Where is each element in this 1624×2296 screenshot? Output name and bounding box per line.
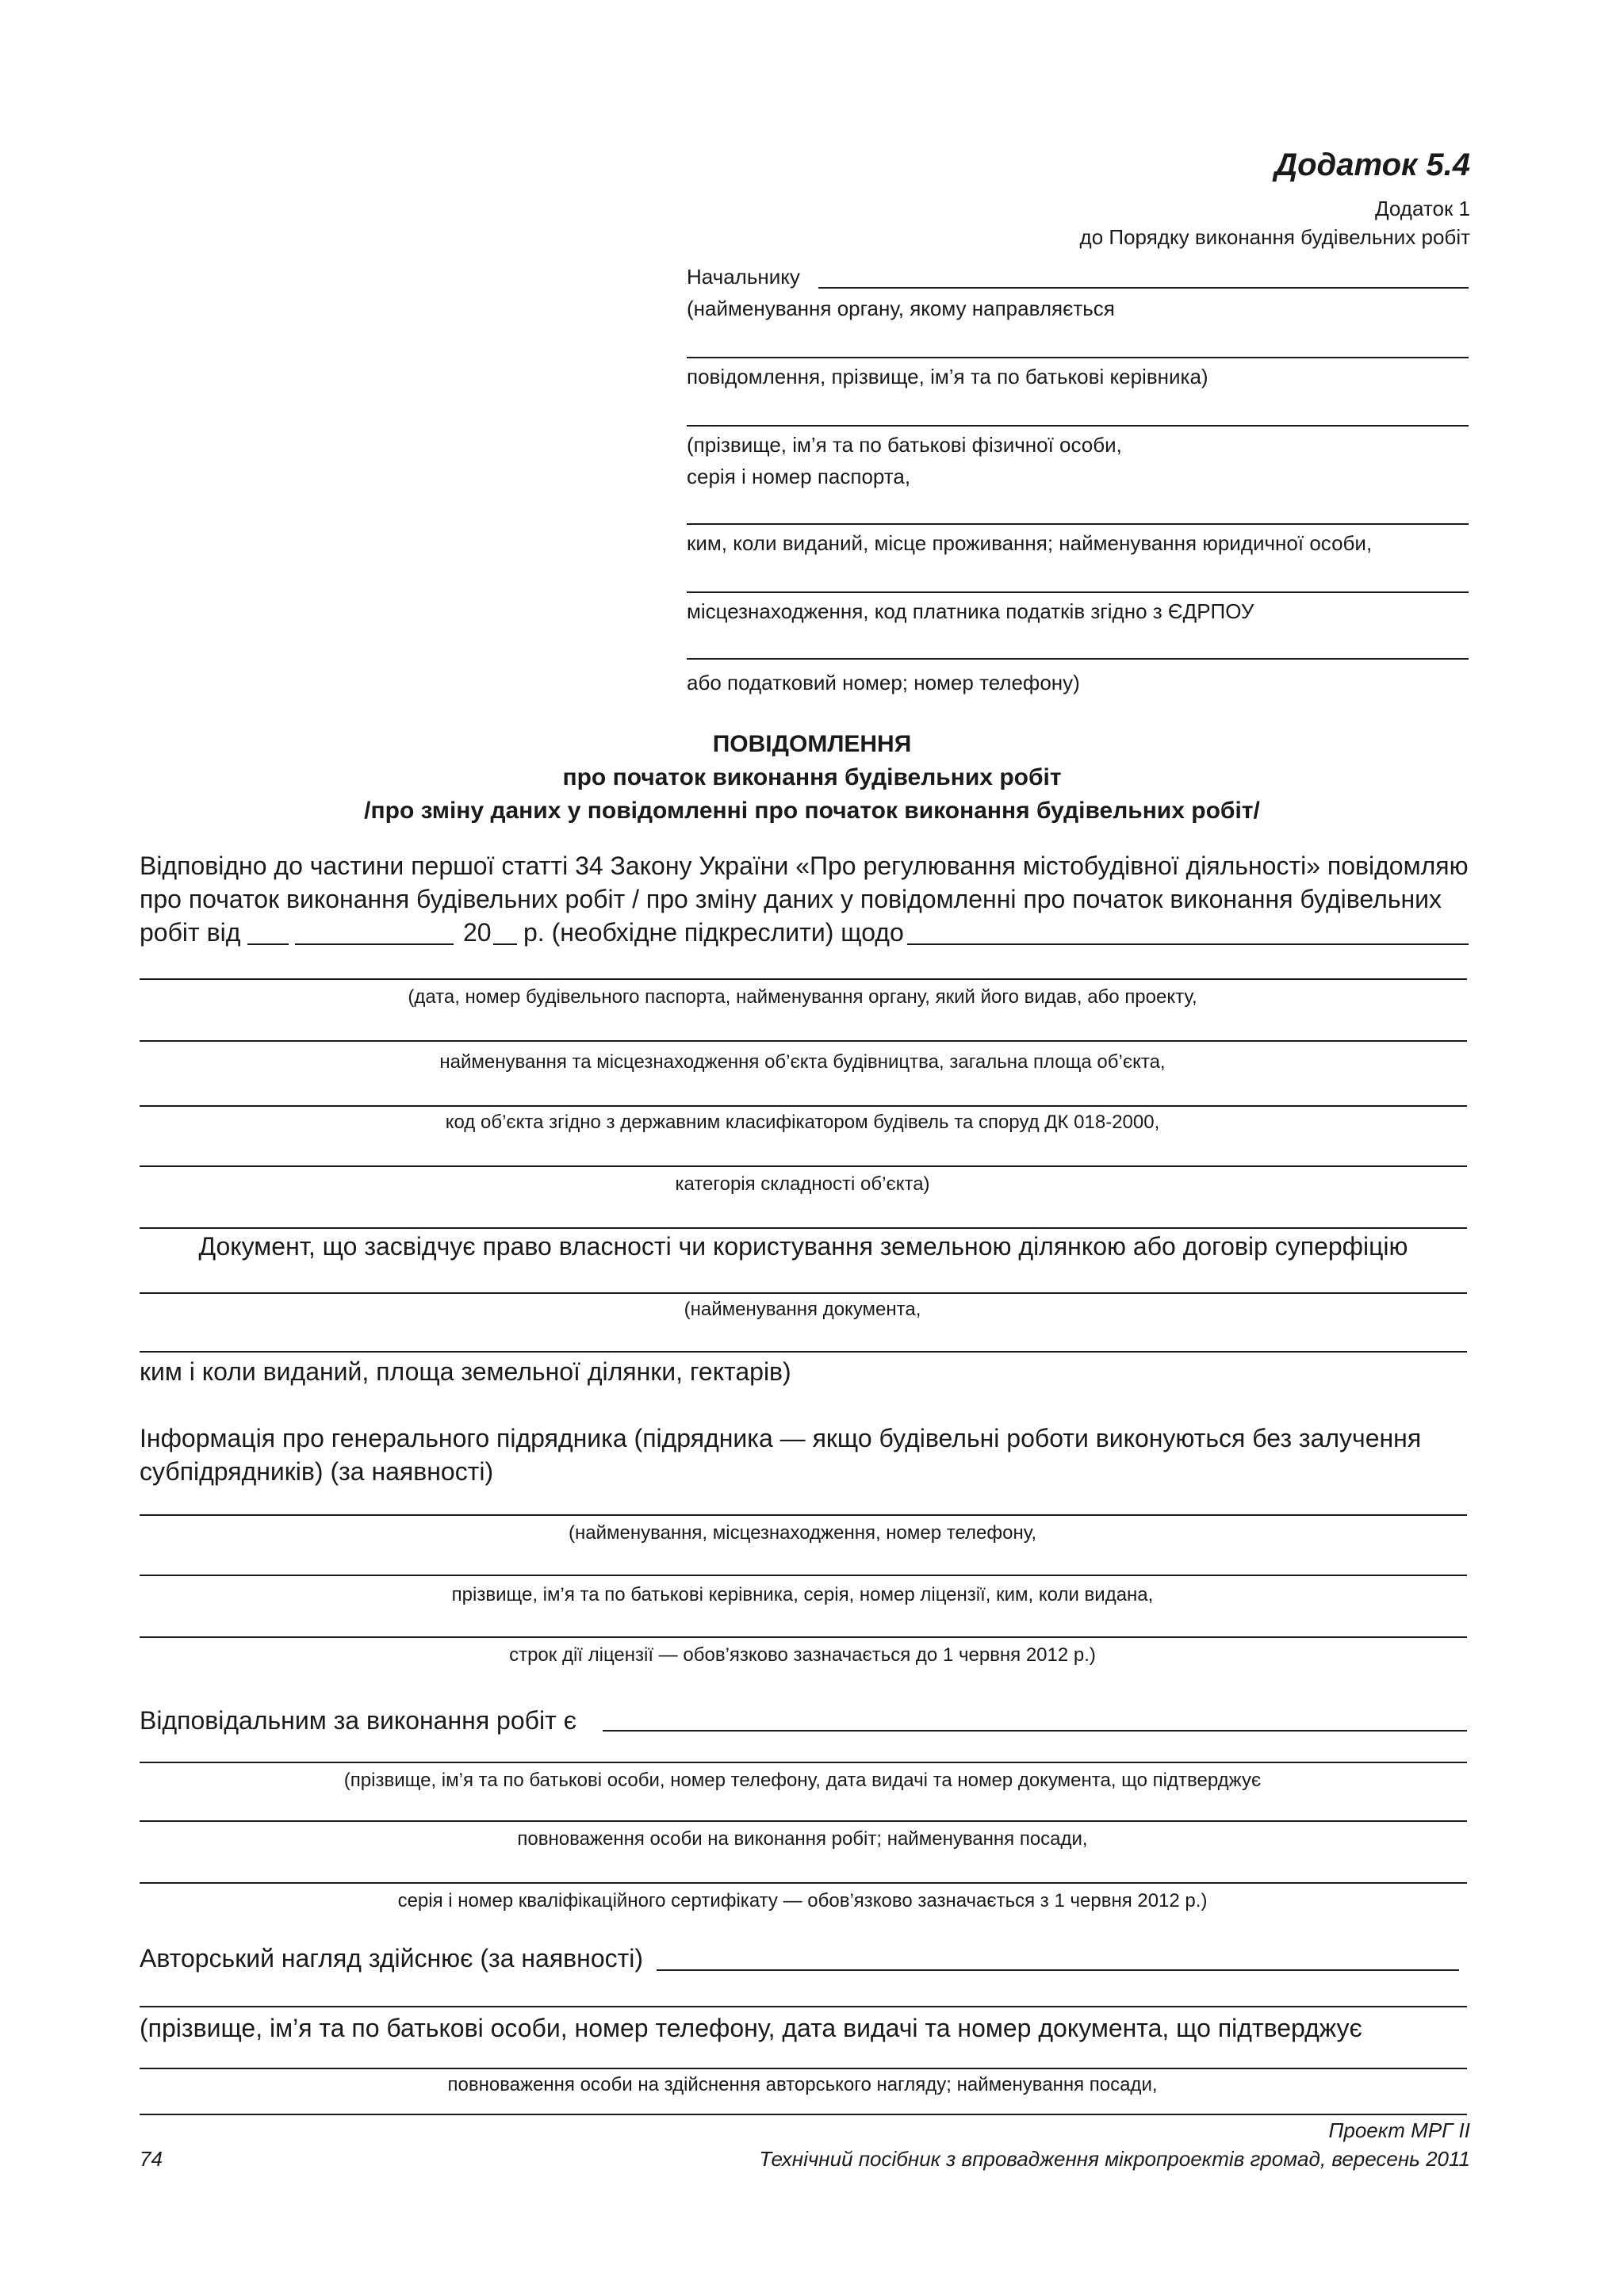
addressee-caption-5: ким, коли виданий, місце проживання; найменування юридичної особи,: [687, 531, 1373, 555]
contractor-field-2[interactable]: [140, 1575, 1467, 1576]
footer-manual: Технічний посібник з впровадження мікропроектів громад, вересень 2011: [759, 2147, 1470, 2171]
footer-project: Проект МРГ ІІ: [1328, 2118, 1470, 2142]
supervision-line: (прізвище, ім’я та по батькові особи, номер телефону, дата видачі та номер документа, що підтверджує: [140, 2014, 1362, 2042]
land-doc-line-1[interactable]: [140, 1292, 1467, 1294]
supervision-field-3[interactable]: [140, 2114, 1467, 2115]
supervision-field-1[interactable]: [140, 2006, 1467, 2007]
contractor-caption-1: (найменування, місцезнаходження, номер телефону,: [568, 1522, 1036, 1544]
addressee-caption-1: (найменування органу, якому направляється: [687, 297, 1115, 320]
responsible-caption-2: повноваження особи на виконання робіт; найменування посади,: [517, 1828, 1088, 1850]
object-caption-3: код об’єкта згідно з державним класифікатором будівель та споруд ДК 018-2000,: [445, 1112, 1160, 1133]
intro-line-3-c: р. (необхідне підкреслити) щодо: [523, 918, 904, 947]
object-caption-4: категорія складності об’єкта): [675, 1173, 930, 1195]
addressee-line-3[interactable]: [687, 425, 1469, 427]
addressee-line-2[interactable]: [687, 357, 1469, 358]
supervision-field-2[interactable]: [140, 2068, 1467, 2069]
date-day-field[interactable]: [247, 943, 289, 945]
responsible-field-inline[interactable]: [603, 1730, 1467, 1732]
intro-year-prefix: 20: [463, 918, 492, 947]
date-year-field[interactable]: [493, 943, 517, 945]
addressee-field-line[interactable]: [818, 287, 1469, 289]
date-month-field[interactable]: [295, 943, 454, 945]
appendix-ref: до Порядку виконання будівельних робіт: [1079, 225, 1470, 249]
supervision-caption: повноваження особи на здійснення авторського нагляду; найменування посади,: [447, 2074, 1158, 2095]
responsible-field-1[interactable]: [140, 1762, 1467, 1763]
responsible-caption-1: (прізвище, ім’я та по батькові особи, номер телефону, дата видачі та номер документа, що підтверджує: [343, 1770, 1262, 1791]
responsible-field-2[interactable]: [140, 1820, 1467, 1822]
land-doc-line-2[interactable]: [140, 1351, 1467, 1353]
land-doc-tail: ким і коли виданий, площа земельної ділянки, гектарів): [140, 1357, 791, 1386]
addressee-line-5[interactable]: [687, 591, 1469, 593]
intro-line-3-a: робіт від: [140, 918, 241, 947]
addressee-caption-7: або податковий номер; номер телефону): [687, 671, 1080, 695]
document-title: ПОВІДОМЛЕННЯ: [712, 731, 912, 757]
addressee-caption-2: повідомлення, прізвище, ім’я та по батькові керівника): [687, 365, 1208, 388]
contractor-line-1: Інформація про генерального підрядника (підрядника — якщо будівельні роботи виконуються без залучення: [140, 1424, 1422, 1452]
supervision-field-inline[interactable]: [657, 1969, 1459, 1971]
responsible-caption-3: серія і номер кваліфікаційного сертифікату — обов’язково зазначається з 1 червня 2012 р.): [397, 1890, 1208, 1911]
addressee-caption-3: (прізвище, ім’я та по батькові фізичної особи,: [687, 433, 1122, 457]
contractor-line-2: субпідрядників) (за наявності): [140, 1457, 494, 1486]
object-caption-1: (дата, номер будівельного паспорта, найменування органу, який його видав, або проекту,: [408, 986, 1197, 1008]
contractor-field-3[interactable]: [140, 1636, 1467, 1638]
object-line-2[interactable]: [140, 1040, 1467, 1042]
object-field-line[interactable]: [907, 943, 1469, 945]
contractor-field-1[interactable]: [140, 1514, 1467, 1516]
addressee-line-4[interactable]: [687, 523, 1469, 525]
supervision-label: Авторський нагляд здійснює (за наявності): [140, 1944, 644, 1973]
contractor-caption-2: прізвище, ім’я та по батькові керівника, серія, номер ліцензії, ким, коли видана,: [451, 1584, 1154, 1605]
responsible-field-3[interactable]: [140, 1882, 1467, 1884]
contractor-caption-3: строк дії ліцензії — обов’язково зазначається до 1 червня 2012 р.): [509, 1644, 1096, 1666]
addressee-label: Начальнику: [687, 265, 800, 289]
page-number: 74: [140, 2147, 163, 2171]
land-doc-caption: (найменування документа,: [684, 1299, 921, 1320]
document-title-line-2: про початок виконання будівельних робіт: [562, 764, 1062, 790]
appendix-title: Додаток 5.4: [1274, 147, 1470, 182]
addressee-caption-6: місцезнаходження, код платника податків згідно з ЄДРПОУ: [687, 599, 1254, 623]
object-line-3[interactable]: [140, 1105, 1467, 1107]
appendix-sub: Додаток 1: [1375, 197, 1470, 220]
document-title-line-3: /про зміну даних у повідомленні про початок виконання будівельних робіт/: [364, 798, 1260, 824]
responsible-label: Відповідальним за виконання робіт є: [140, 1706, 576, 1735]
object-line-5[interactable]: [140, 1227, 1467, 1229]
intro-line-2: про початок виконання будівельних робіт / про зміну даних у повідомленні про початок виконання будівельних: [140, 885, 1442, 913]
addressee-caption-4: серія і номер паспорта,: [687, 465, 911, 488]
object-line-1[interactable]: [140, 978, 1467, 980]
intro-line-1: Відповідно до частини першої статті 34 Закону України «Про регулювання містобудівної діяльності» повідомляю: [140, 851, 1469, 880]
land-doc-label: Документ, що засвідчує право власності чи користування земельною ділянкою або договір суперфіцію: [198, 1232, 1408, 1261]
addressee-line-6[interactable]: [687, 658, 1469, 660]
object-caption-2: найменування та місцезнаходження об’єкта будівництва, загальна площа об’єкта,: [439, 1051, 1166, 1073]
object-line-4[interactable]: [140, 1165, 1467, 1167]
